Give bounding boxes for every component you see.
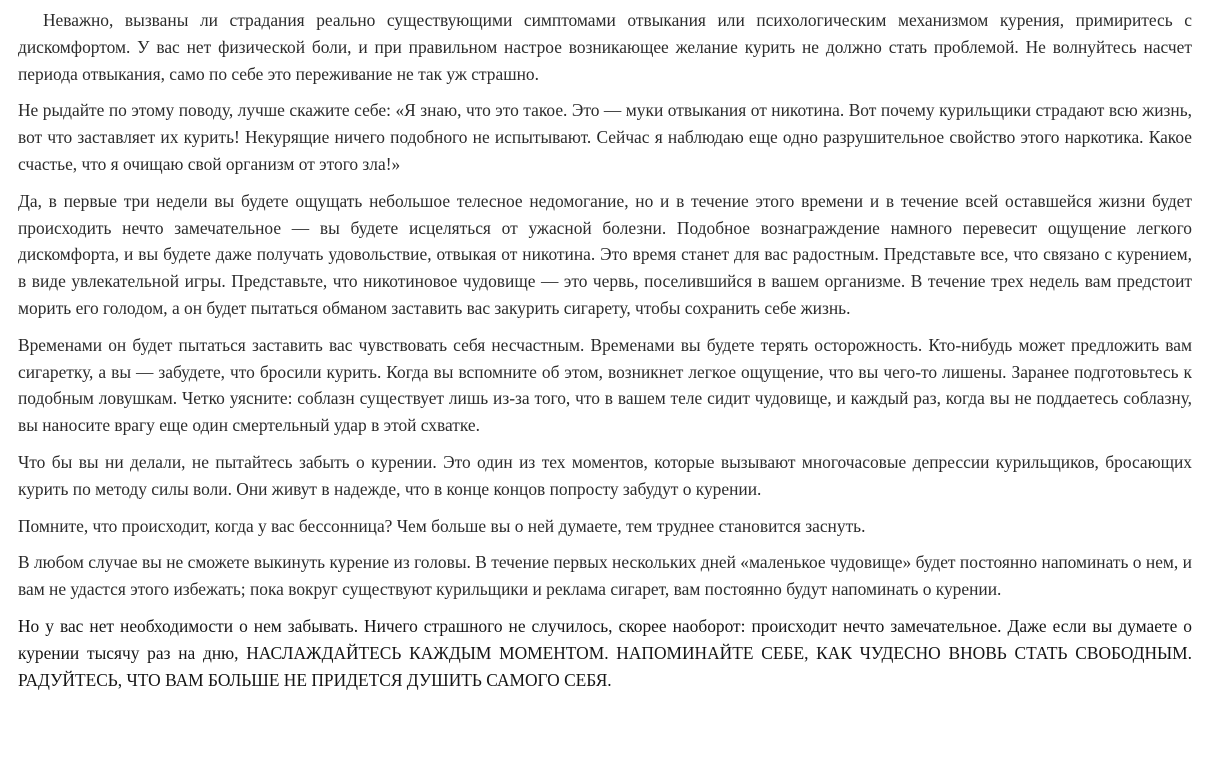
paragraph-temptation-traps: Временами он будет пытаться заставить вас чувствовать себя несчастным. Временами вы будете терять осторожность. Кто-нибудь может предложить вам сигаретку, а вы — забудете, что бросили курить. Когда вы вспомните об этом, возникнет легкое ощущение, что вы чего-то лишены. Заранее подготовьтесь к подобным ловушкам. Четко уясните: соблазн существует лишь из-за того, что в вашем теле сидит чудовище, и каждый раз, когда вы не поддаетесь соблазну, вы наносите врагу еще один смертельный удар в этой схватке. (18, 334, 1192, 436)
paragraph-enjoy-every-moment: Но у вас нет необходимости о нем забывать. Ничего страшного не случилось, скорее наоборот: происходит нечто замечательное. Даже если вы думаете о курении тысячу раз на дню, НАСЛАЖДАЙТЕСЬ КАЖДЫМ МОМЕНТОМ. НАПОМИНАЙТЕ СЕБЕ, КАК ЧУДЕСНО ВНОВЬ СТАТЬ СВОБОДНЫМ. РАДУЙТЕСЬ, ЧТО ВАМ БОЛЬШЕ НЕ ПРИДЕТСЯ ДУШИТЬ САМОГО СЕБЯ. (18, 615, 1192, 690)
paragraph-insomnia: Помните, что происходит, когда у вас бессонница? Чем больше вы о ней думаете, тем труднее становится заснуть. (18, 515, 866, 536)
paragraph-reminders: В любом случае вы не сможете выкинуть курение из головы. В течение первых нескольких дней «маленькое чудовище» будет постоянно напоминать о нем, и вам не удастся этого избежать; пока вокруг существуют курильщики и реклама сигарет, вам постоянно будут напоминать о курении. (18, 552, 1192, 600)
paragraph-withdrawal-discomfort: Неважно, вызваны ли страдания реально существующими симптомами отвыкания или психологическим механизмом курения, примиритесь с дискомфортом. У вас нет физической боли, и при правильном настрое возникающее желание курить не должно стать проблемой. Не волнуйтесь насчет периода отвыкания, само по себе это переживание не так уж страшно. (18, 10, 1192, 84)
paragraph-do-not-forget: Что бы вы ни делали, не пытайтесь забыть о курении. Это один из тех моментов, которые вызывают многочасовые депрессии курильщиков, бросающих курить по методу силы воли. Они живут в надежде, что в конце концов попросту забудут о курении. (18, 451, 1192, 499)
paragraph-self-talk: Не рыдайте по этому поводу, лучше скажите себе: «Я знаю, что это такое. Это — муки отвыкания от никотина. Вот почему курильщики страдают всю жизнь, вот что заставляет их курить! Некурящие ничего подобного не испытывают. Сейчас я наблюдаю еще одно разрушительное свойство этого наркотика. Какое счастье, что я очищаю свой организм от этого зла!» (18, 100, 1192, 174)
paragraph-first-three-weeks: Да, в первые три недели вы будете ощущать небольшое телесное недомогание, но и в течение этого времени и в течение всей оставшейся жизни будет происходить нечто замечательное — вы будете исцеляться от ужасной болезни. Подобное вознаграждение намного перевесит ощущение легкого дискомфорта, и вы будете даже получать удовольствие, отвыкая от никотина. Это время станет для вас радостным. Представьте все, что связано с курением, в виде увлекательной игры. Представьте, что никотиновое чудовище — это червь, поселившийся в вашем организме. В течение трех недель вам предстоит морить его голодом, а он будет пытаться обманом заставить вас закурить сигарету, чтобы сохранить себе жизнь. (18, 190, 1192, 318)
